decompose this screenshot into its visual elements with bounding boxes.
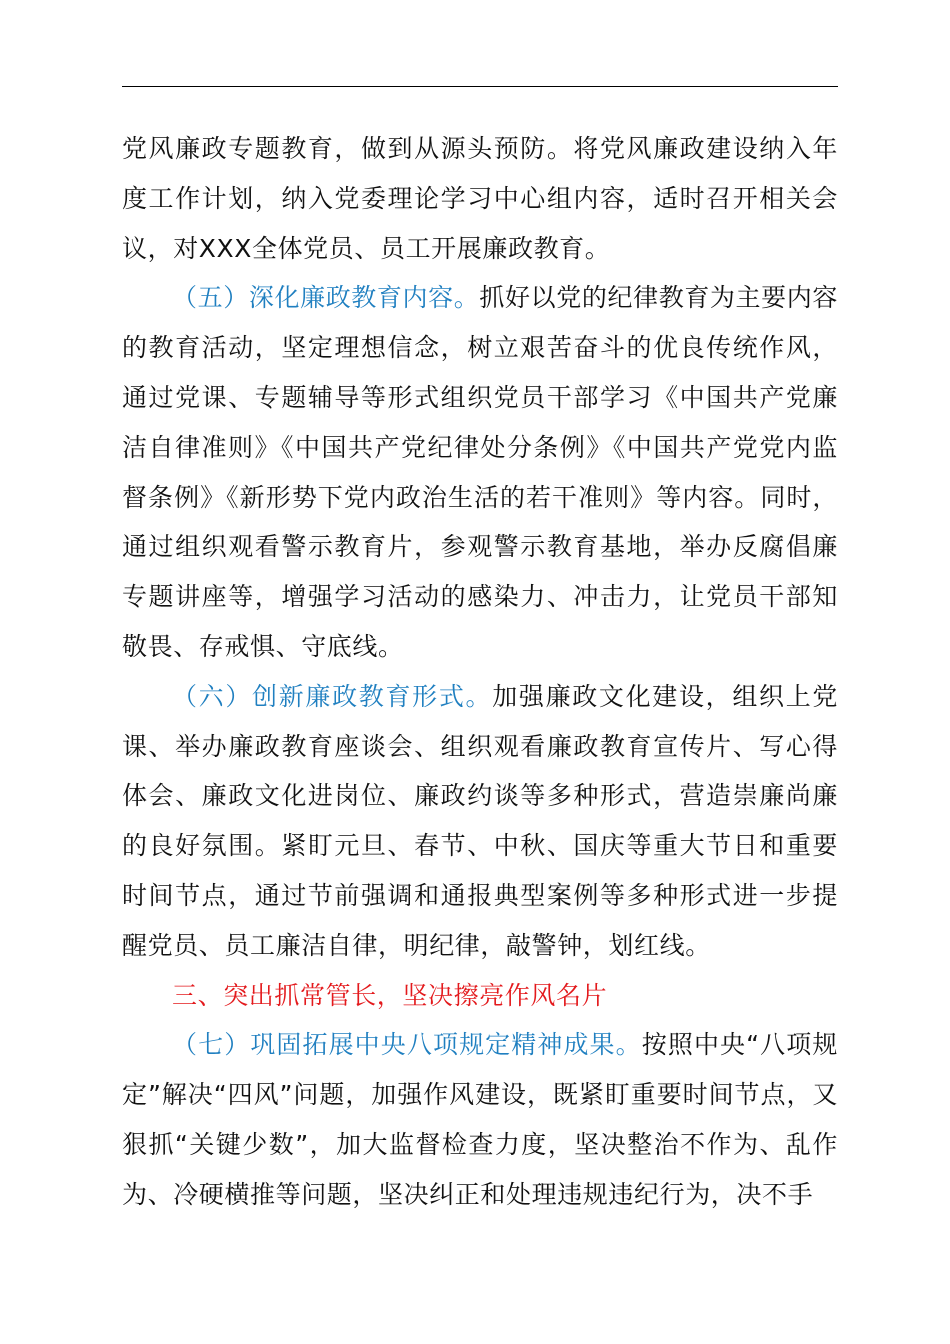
- section-heading-text: 三、突出抓常管长，坚决擦亮作风名片: [172, 980, 608, 1010]
- paragraph-item-7: [122, 1020, 838, 1219]
- item-heading: （六）创新廉政教育形式。: [172, 681, 493, 711]
- item-heading: （七）巩固拓展中央八项规定精神成果。: [172, 1030, 642, 1060]
- paragraph-item-5: [122, 273, 838, 671]
- item-heading: （五）深化廉政教育内容。: [172, 283, 480, 313]
- paragraph-text: 加强廉政文化建设，组织上党课、举办廉政教育座谈会、组织观看廉政教育宣传片、写心得体会、廉政文化进岗位、廉政约谈等多种形式，营造崇廉尚廉的良好氛围。紧盯元旦、春节、中秋、国庆等重大节日和重要时间节点，通过节前强调和通报典型案例等多种形式进一步提醒党员、员工廉洁自律，明纪律，敲警钟，划红线。: [122, 681, 838, 960]
- paragraph-text: 党风廉政专题教育，做到从源头预防。将党风廉政建设纳入年度工作计划，纳入党委理论学习中心组内容，适时召开相关会议，对XXX全体党员、员工开展廉政教育。: [122, 134, 838, 263]
- document-body: [122, 124, 838, 1220]
- paragraph-text: 抓好以党的纪律教育为主要内容的教育活动，坚定理想信念，树立艰苦奋斗的优良传统作风，通过党课、专题辅导等形式组织党员干部学习《中国共产党廉洁自律准则》《中国共产党纪律处分条例》《中国共产党党内监督条例》《新形势下党内政治生活的若干准则》等内容。同时，通过组织观看警示教育片，参观警示教育基地，举办反腐倡廉专题讲座等，增强学习活动的感染力、冲击力，让党员干部知敬畏、存戒惧、守底线。: [122, 283, 838, 661]
- header-rule: [122, 86, 838, 87]
- paragraph-continuation: [122, 124, 838, 273]
- section-heading: [122, 971, 838, 1021]
- paragraph-item-6: [122, 672, 838, 971]
- paragraph-text: 按照中央“八项规定”解决“四风”问题，加强作风建设，既紧盯重要时间节点，又狠抓“关键少数”，加大监督检查力度，坚决整治不作为、乱作为、冷硬横推等问题，坚决纠正和处理违规违纪行为，决不手: [122, 1030, 838, 1209]
